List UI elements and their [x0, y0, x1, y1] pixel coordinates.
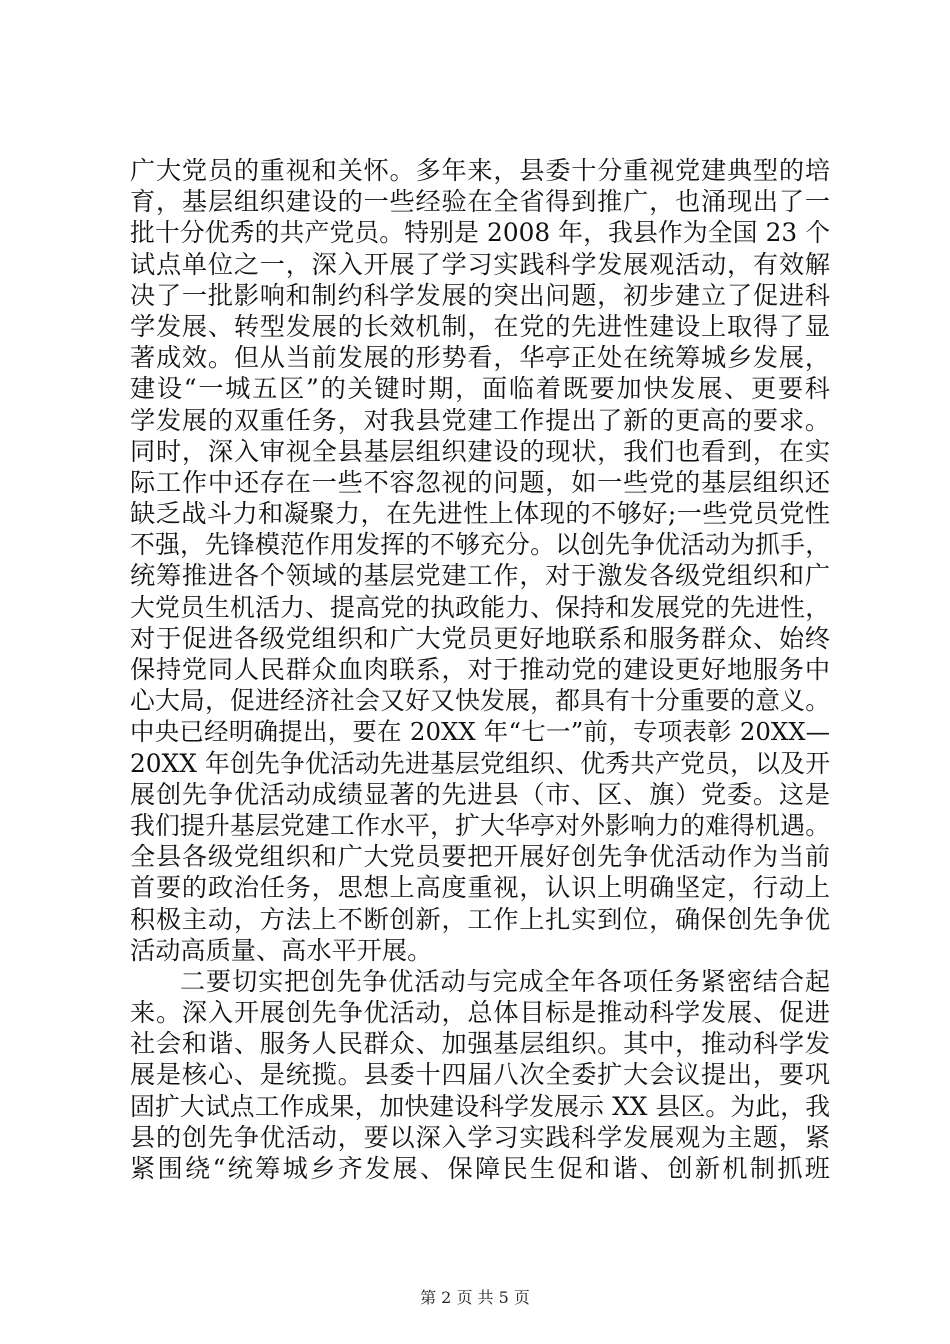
- text-line: 20XX 年创先争优活动先进基层党组织、优秀共产党员，以及开: [130, 748, 830, 778]
- text-line: 我们提升基层党建工作水平，扩大华亭对外影响力的难得机遇。: [130, 810, 830, 840]
- body-text: [130, 155, 830, 1184]
- text-line: 广大党员的重视和关怀。多年来，县委十分重视党建典型的培: [130, 156, 830, 185]
- text-line: 统筹推进各个领域的基层党建工作，对于激发各级党组织和广: [130, 561, 830, 591]
- text-line: 建设“一城五区”的关键时期，面临着既要加快发展、更要科: [130, 374, 830, 404]
- text-line: 紧围绕“统筹城乡齐发展、保障民生促和谐、创新机制抓班: [130, 1154, 830, 1183]
- text-line: 学发展、转型发展的长效机制，在党的先进性建设上取得了显: [130, 311, 830, 341]
- text-line: 缺乏战斗力和凝聚力，在先进性上体现的不够好;一些党员党性: [130, 499, 830, 529]
- text-line: 心大局，促进经济社会又好又快发展，都具有十分重要的意义。: [130, 686, 830, 716]
- text-line: 县的创先争优活动，要以深入学习实践科学发展观为主题，紧: [130, 1122, 830, 1152]
- text-line: 学发展的双重任务，对我县党建工作提出了新的更高的要求。: [130, 405, 830, 435]
- text-line: 全县各级党组织和广大党员要把开展好创先争优活动作为当前: [130, 842, 830, 872]
- text-line: 试点单位之一，深入开展了学习实践科学发展观活动，有效解: [130, 249, 830, 279]
- text-line: 批十分优秀的共产党员。特别是 2008 年，我县作为全国 23 个: [130, 218, 830, 248]
- text-line: 育，基层组织建设的一些经验在全省得到推广，也涌现出了一: [130, 187, 830, 217]
- text-line: 积极主动，方法上不断创新，工作上扎实到位，确保创先争优: [130, 904, 830, 934]
- text-line: 著成效。但从当前发展的形势看，华亭正处在统筹城乡发展，: [130, 343, 830, 373]
- paragraph-end-line: 活动高质量、高水平开展。: [130, 935, 433, 965]
- text-line: 大党员生机活力、提高党的执政能力、保持和发展党的先进性，: [130, 592, 830, 622]
- text-line: 保持党同人民群众血肉联系，对于推动党的建设更好地服务中: [130, 655, 830, 684]
- text-line: 际工作中还存在一些不容忽视的问题，如一些党的基层组织还: [130, 467, 830, 497]
- text-line: 中央已经明确提出，要在 20XX 年“七一”前，专项表彰 20XX—: [130, 717, 830, 747]
- text-line: 展是核心、是统揽。县委十四届八次全委扩大会议提出，要巩: [130, 1060, 830, 1090]
- text-line: 社会和谐、服务人民群众、加强基层组织。其中，推动科学发: [130, 1029, 830, 1059]
- text-line: 展创先争优活动成绩显著的先进县（市、区、旗）党委。这是: [130, 779, 830, 809]
- page-number-footer: 第 2 页 共 5 页: [420, 1288, 530, 1307]
- text-line: 不强，先锋模范作用发挥的不够充分。以创先争优活动为抓手，: [130, 530, 830, 560]
- paragraph-first-line: 二要切实把创先争优活动与完成全年各项任务紧密结合起: [180, 966, 830, 996]
- text-line: 决了一批影响和制约科学发展的突出问题，初步建立了促进科: [130, 280, 830, 310]
- text-line: 首要的政治任务，思想上高度重视，认识上明确坚定，行动上: [130, 873, 830, 903]
- text-line: 来。深入开展创先争优活动，总体目标是推动科学发展、促进: [130, 998, 830, 1028]
- text-line: 对于促进各级党组织和广大党员更好地联系和服务群众、始终: [130, 623, 830, 653]
- text-line: 固扩大试点工作成果，加快建设科学发展示 XX 县区。为此，我: [130, 1091, 830, 1121]
- text-line: 同时，深入审视全县基层组织建设的现状，我们也看到，在实: [130, 436, 830, 466]
